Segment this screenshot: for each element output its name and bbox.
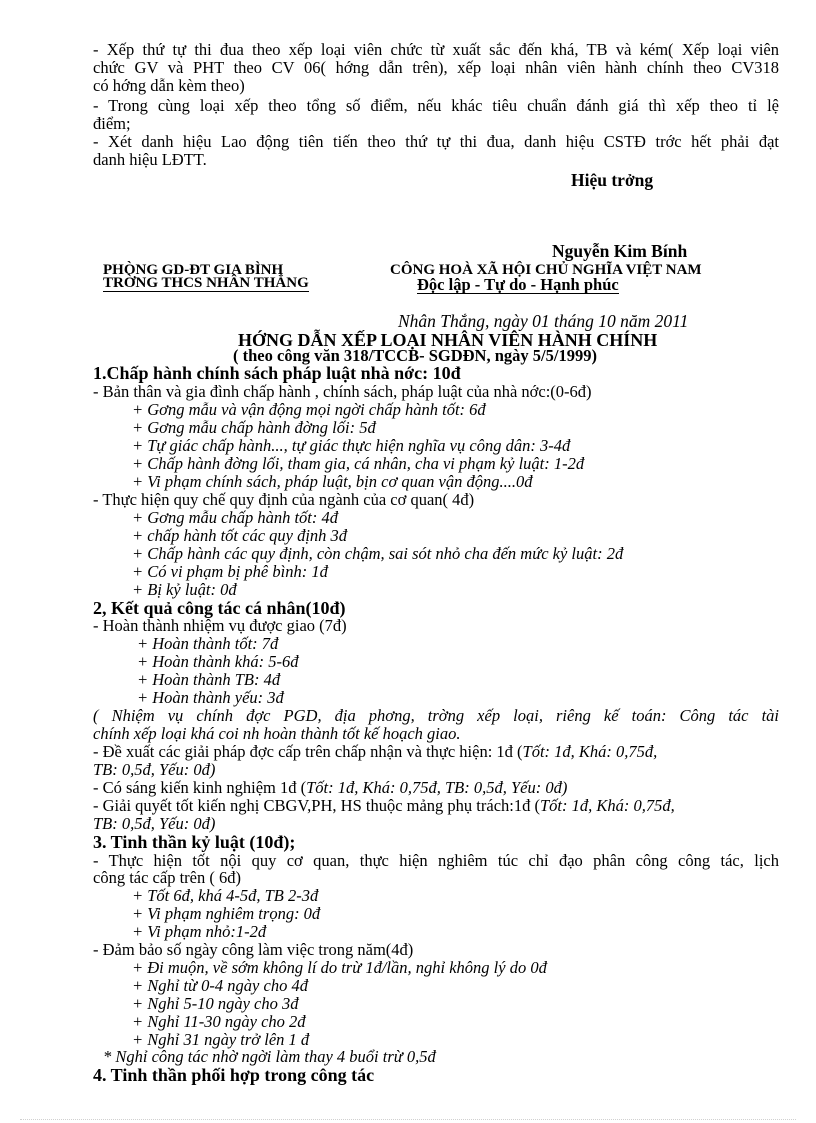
criterion-item: + Tốt 6đ, khá 4-5đ, TB 2-3đ	[132, 886, 319, 905]
paragraph-line: - Trong cùng loại xếp theo tổng số điểm, nếu khác tiêu chuẩn đánh giá thì xếp theo tỉ lệ	[93, 96, 779, 115]
section-heading: 3. Tinh thần kỷ luật (10đ);	[93, 832, 296, 852]
criterion-line: - Đảm bảo số ngày công làm việc trong năm(4đ)	[93, 940, 414, 959]
criterion-line	[93, 797, 675, 815]
signature-title: Hiệu trởng	[571, 170, 654, 190]
criterion-line: - Hoàn thành nhiệm vụ được giao (7đ)	[93, 616, 347, 635]
criterion-text: - Có sáng kiến kinh nghiệm 1đ (	[93, 778, 307, 797]
note-line: chính xếp loại khá coi nh hoàn thành tốt kế hoạch giao.	[93, 724, 461, 743]
criterion-item: + Nghỉ 5-10 ngày cho 3đ	[132, 994, 299, 1013]
criterion-item: + Bị kỷ luật: 0đ	[132, 580, 237, 599]
signature-name: Nguyễn Kim Bính	[552, 241, 688, 261]
section-heading: 4. Tinh thần phối hợp trong công tác	[93, 1065, 375, 1085]
criterion-item: + Nghỉ 31 ngày trở lên 1 đ	[132, 1030, 310, 1049]
criterion-line: - Thực hiện tốt nội quy cơ quan, thực hiện nghiêm túc chỉ đạo phân công công tác, lịch	[93, 851, 779, 870]
criterion-item: + Tự giác chấp hành..., tự giác thực hiện nghĩa vụ công dân: 3-4đ	[132, 436, 571, 455]
paragraph-line: - Xếp thứ tự thi đua theo xếp loại viên chức từ xuất sắc đến khá, TB và kém( Xếp loại viên	[93, 40, 779, 59]
national-motto: Độc lập - Tự do - Hạnh phúc	[417, 275, 619, 294]
date-line: Nhân Thắng, ngày 01 tháng 10 năm 2011	[398, 311, 689, 331]
criterion-item: + Chấp hành đờng lối, tham gia, cá nhân, cha vi phạm kỷ luật: 1-2đ	[132, 454, 585, 473]
criterion-line: - Thực hiện quy chế quy định của ngành của cơ quan( 4đ)	[93, 490, 475, 509]
criterion-text: - Đề xuất các giải pháp đợc cấp trên chấp nhận và thực hiện: 1đ (	[93, 742, 523, 761]
criterion-item: + Có vi phạm bị phê bình: 1đ	[132, 562, 328, 581]
criterion-text: - Giải quyết tốt kiến nghị CBGV,PH, HS thuộc mảng phụ trách:1đ (	[93, 796, 540, 815]
document-subtitle: ( theo công văn 318/TCCB- SGDĐN, ngày 5/5/1999)	[233, 346, 597, 365]
criterion-item: + Nghỉ từ 0-4 ngày cho 4đ	[132, 976, 308, 995]
criterion-scale: Tốt: 1đ, Khá: 0,75đ, TB: 0,5đ, Yếu: 0đ)	[306, 778, 568, 797]
section-heading: 2, Kết quả công tác cá nhân(10đ)	[93, 598, 346, 618]
paragraph-line: điểm;	[93, 114, 131, 133]
criterion-line	[93, 779, 567, 797]
paragraph-line: có hớng dẫn kèm theo)	[93, 76, 245, 95]
note-line: * Nghỉ công tác nhờ ngời làm thay 4 buổi trừ 0,5đ	[103, 1047, 436, 1066]
paragraph-line: - Xét danh hiệu Lao động tiên tiến theo thứ tự thi đua, danh hiệu CSTĐ trớc hết phải đạt	[93, 132, 779, 151]
criterion-item: + Đi muộn, về sớm không lí do trừ 1đ/lần, nghỉ không lý do 0đ	[132, 958, 547, 977]
criterion-item: + Vi phạm nghiêm trọng: 0đ	[132, 904, 321, 923]
criterion-item: + Chấp hành các quy định, còn chậm, sai sót nhỏ cha đến mức kỷ luật: 2đ	[132, 544, 624, 563]
criterion-item: + Hoàn thành khá: 5-6đ	[137, 652, 299, 671]
school-name: TRỜNG THCS NHÂN THẮNG	[103, 275, 309, 291]
criterion-item: + Hoàn thành yếu: 3đ	[137, 688, 284, 707]
criterion-scale: Tốt: 1đ, Khá: 0,75đ,	[540, 796, 675, 815]
paragraph-line: danh hiệu LĐTT.	[93, 150, 207, 169]
criterion-scale: Tốt: 1đ, Khá: 0,75đ,	[522, 742, 658, 761]
criterion-item: + Nghỉ 11-30 ngày cho 2đ	[132, 1012, 306, 1031]
criterion-item: + Hoàn thành TB: 4đ	[137, 670, 281, 689]
paragraph-line: chức GV và PHT theo CV 06( hớng dẫn trên), xếp loại nhân viên hành chính theo CV318	[93, 58, 779, 77]
agency-name: PHÒNG GD-ĐT GIA BÌNH	[103, 262, 284, 278]
criterion-item: + chấp hành tốt các quy định 3đ	[132, 526, 348, 545]
criterion-line: - Bản thân và gia đình chấp hành , chính sách, pháp luật của nhà nớc:(0-6đ)	[93, 382, 592, 401]
criterion-line: công tác cấp trên ( 6đ)	[93, 868, 241, 887]
criterion-item: + Gơng mẫu chấp hành tốt: 4đ	[132, 508, 339, 527]
national-title: CÔNG HOÀ XÃ HỘI CHỦ NGHĨA VIỆT NAM	[390, 262, 702, 278]
criterion-scale: TB: 0,5đ, Yếu: 0đ)	[93, 760, 216, 779]
section-heading: 1.Chấp hành chính sách pháp luật nhà nớc: 10đ	[93, 363, 461, 383]
document-title: HỚNG DẪN XẾP LOẠI NHÂN VIÊN HÀNH CHÍNH	[238, 330, 658, 350]
criterion-item: + Vi phạm chính sách, pháp luật, bịn cơ quan vận động....0đ	[132, 472, 533, 491]
page-edge-divider	[20, 1119, 796, 1120]
criterion-item: + Vi phạm nhỏ:1-2đ	[132, 922, 267, 941]
criterion-item: + Hoàn thành tốt: 7đ	[137, 634, 279, 653]
note-line: ( Nhiệm vụ chính đợc PGD, địa phơng, trờng xếp loại, riêng kế toán: Công tác tài	[93, 706, 779, 725]
criterion-scale: TB: 0,5đ, Yếu: 0đ)	[93, 814, 216, 833]
criterion-item: + Gơng mẫu chấp hành đờng lối: 5đ	[132, 418, 376, 437]
criterion-item: + Gơng mẫu và vận động mọi ngời chấp hành tốt: 6đ	[132, 400, 486, 419]
criterion-line	[93, 743, 657, 761]
